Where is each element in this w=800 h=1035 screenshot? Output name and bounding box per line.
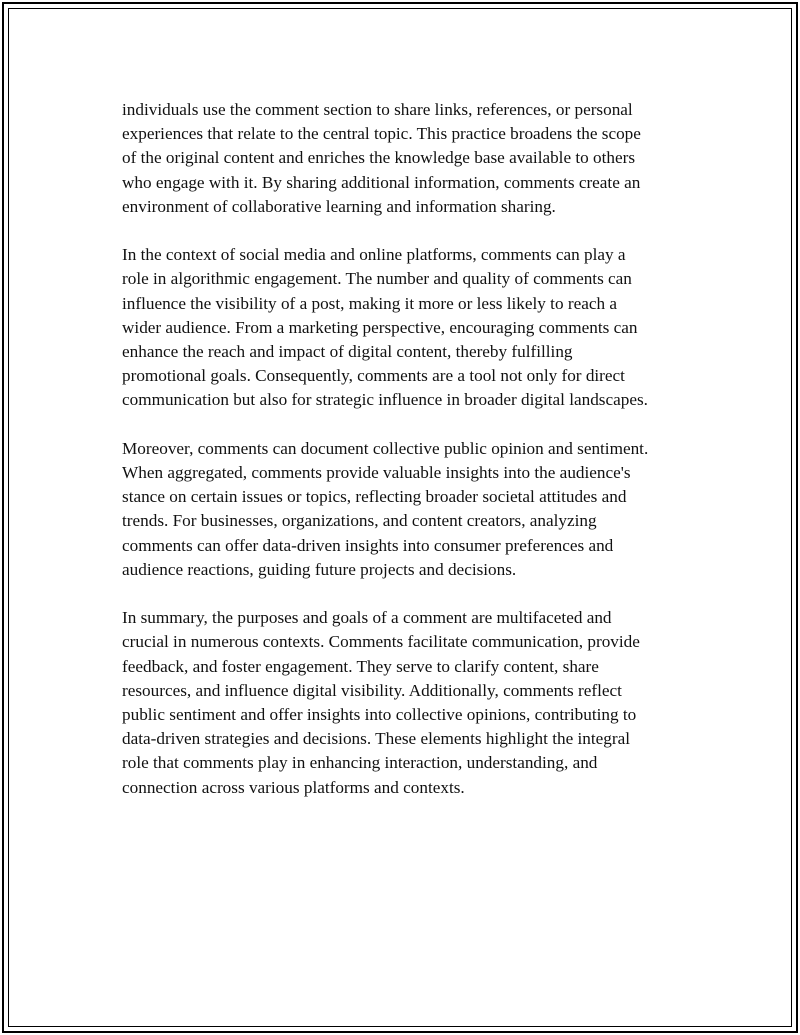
page-border bbox=[2, 2, 798, 1033]
paragraph-public-opinion: Moreover, comments can document collective public opinion and sentiment. When aggregated, comments provide valuable insights into the audience's stance on certain issues or topics, reflecting broader societal attitudes and trends. For businesses, organizations, and content creators, analyzing comments can offer data-driven insights into consumer preferences and audience reactions, guiding future projects and decisions. bbox=[122, 438, 649, 579]
paragraph-shared-resources: individuals use the comment section to share links, references, or personal experiences that relate to the central topic. This practice broadens the scope of the original content and enriches the knowledge base available to others who engage with it. By sharing additional information, comments create an environment of collaborative learning and information sharing. bbox=[122, 100, 641, 216]
paragraph-algorithmic-engagement: In the context of social media and online platforms, comments can play a role in algorithmic engagement. The number and quality of comments can influence the visibility of a post, making it more or less likely to reach a wider audience. From a marketing perspective, encouraging comments can enhance the reach and impact of digital content, thereby fulfilling promotional goals. Consequently, comments are a tool not only for direct communication but also for strategic influence in broader digital landscapes. bbox=[122, 245, 648, 410]
document-body bbox=[122, 98, 702, 824]
paragraph-summary: In summary, the purposes and goals of a comment are multifaceted and crucial in numerous contexts. Comments facilitate communication, provide feedback, and foster engagement. They serve to clarify content, share resources, and influence digital visibility. Additionally, comments reflect public sentiment and offer insights into collective opinions, contributing to data-driven strategies and decisions. These elements highlight the integral role that comments play in enhancing interaction, understanding, and connection across various platforms and contexts. bbox=[122, 608, 640, 797]
